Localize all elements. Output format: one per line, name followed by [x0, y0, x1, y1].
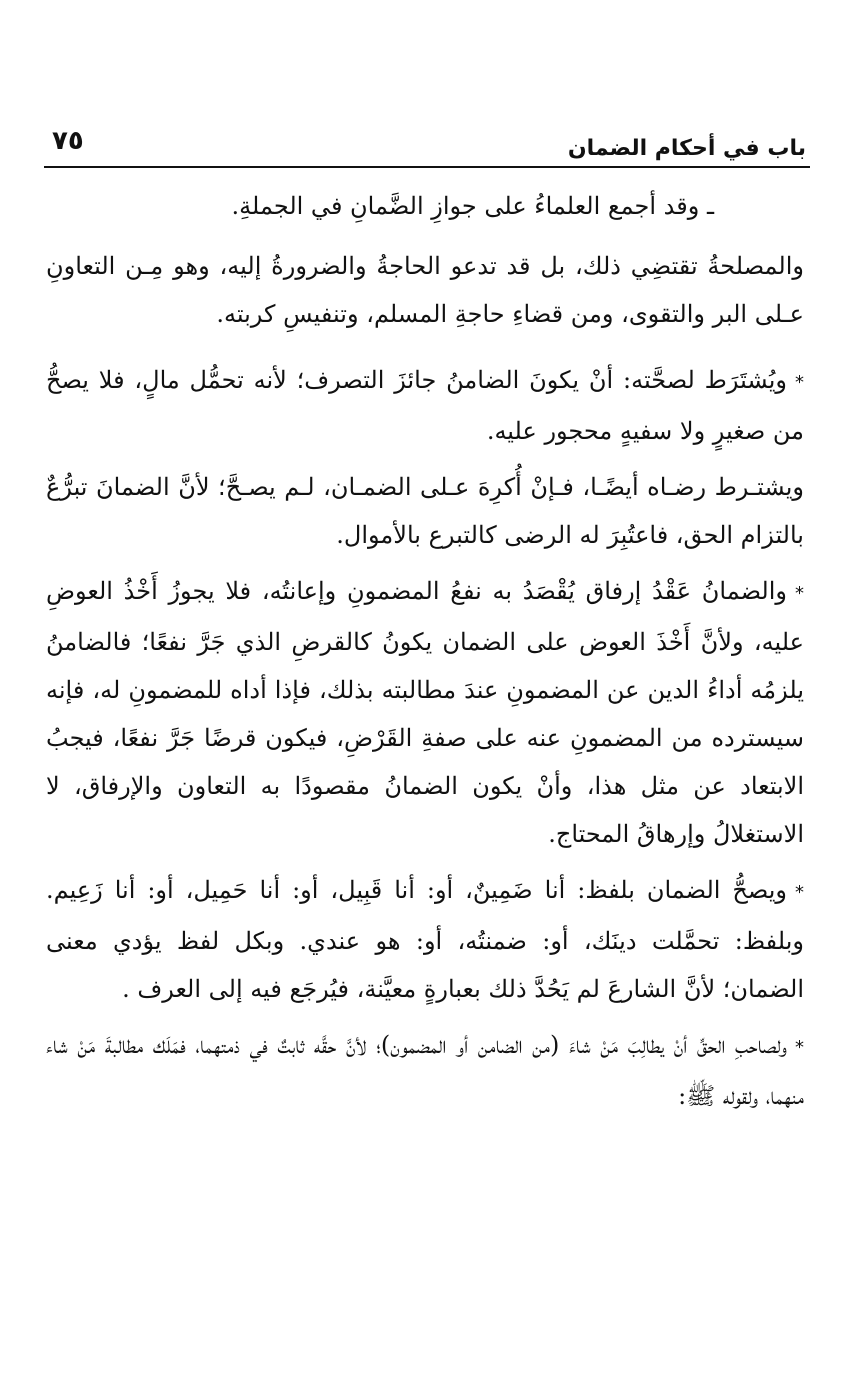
paragraph — [46, 182, 804, 230]
asterisk-bullet-icon: * — [795, 1037, 804, 1058]
page-body — [46, 182, 804, 1128]
paragraph-text: ويُشتَرَط لصحَّته: أنْ يكونَ الضامنُ جائزَ التصرف؛ لأنه تحمُّل مالٍ، فلا يصحُّ من صغيرٍ ولا سفيهٍ محجور عليه. — [46, 366, 804, 445]
paragraph-text: ويشتـرط رضـاه أيضًـا، فـإنْ أُكرِهَ عـلى الضمـان، لـم يصـحَّ؛ لأنَّ الضمانَ تبرُّعٌ بالتزام الحق، فاعتُبِرَ له الرضى كالتبرع بالأموال. — [46, 473, 804, 549]
paragraph — [46, 1021, 804, 1120]
asterisk-bullet-icon: * — [795, 372, 804, 393]
paragraph-text: ويصحُّ الضمان بلفظ: أنا ضَمِينٌ، أو: أنا قَبِيل، أو: أنا حَمِيل، أو: أنا زَعِيم. وبلفظ: تحمَّلت دينَك، أو: ضمنتُه، أو: هو عندي. وبكل لفظ يؤدي معنى الضمان؛ لأنَّ الشارعَ لم يَحُدَّ ذلك بعبارةٍ معيَّنة، فيُرجَع فيه إلى العرف . — [46, 876, 804, 1003]
page-number: ٧٥ — [52, 126, 84, 156]
running-title: باب في أحكام الضمان — [567, 136, 806, 161]
paragraph — [46, 567, 804, 858]
paragraph-text: والضمانُ عَقْدُ إرفاق يُقْصَدُ به نفعُ المضمونِ وإعانتُه، فلا يجوزُ أَخْذُ العوضِ عليه، ولأنَّ أَخْذَ العوض على الضمان يكونُ كالقرضِ الذي جَرَّ نفعًا؛ فالضامنُ يلزمُه أداءُ الدين عن المضمونِ عندَ مطالبته بذلك، فإذا أداه للمضمونِ له، فإنه سيسترده من المضمونِ عنه على صفةِ القَرْضِ، فيكون قرضًا جَرَّ نفعًا، فيجبُ الابتعاد عن مثل هذا، وأنْ يكون الضمانُ مقصودًا به التعاون والإرفاق، لا الاستغلالُ وإرهاقُ المحتاج. — [46, 577, 805, 848]
paragraph — [46, 866, 804, 1013]
paragraph-text: ـ وقد أجمع العلماءُ على جوازِ الضَّمانِ في الجملةِ. — [231, 192, 714, 220]
asterisk-bullet-icon: * — [795, 583, 804, 604]
page-header — [48, 126, 806, 170]
header-divider — [44, 166, 810, 168]
paragraph-text: والمصلحةُ تقتضِي ذلك، بل قد تدعو الحاجةُ والضرورةُ إليه، وهو مِـن التعاونِ عـلى البر والتقوى، ومن قضاءِ حاجةِ المسلم، وتنفيسِ كربته. — [46, 252, 804, 328]
paragraph — [46, 463, 804, 559]
paragraph — [46, 242, 804, 338]
asterisk-bullet-icon: * — [795, 882, 804, 903]
paragraph-text: ولصاحبِ الحقِّ أنْ يطالِبَ مَنْ شاءَ (من الضامن أو المضمون)؛ لأنَّ حقَّه ثابتٌ في ذمتهما، فمَلَك مطالبةَ مَنْ شاء منهما، ولقوله ﷺ: — [46, 1031, 804, 1110]
paragraph — [46, 356, 804, 455]
